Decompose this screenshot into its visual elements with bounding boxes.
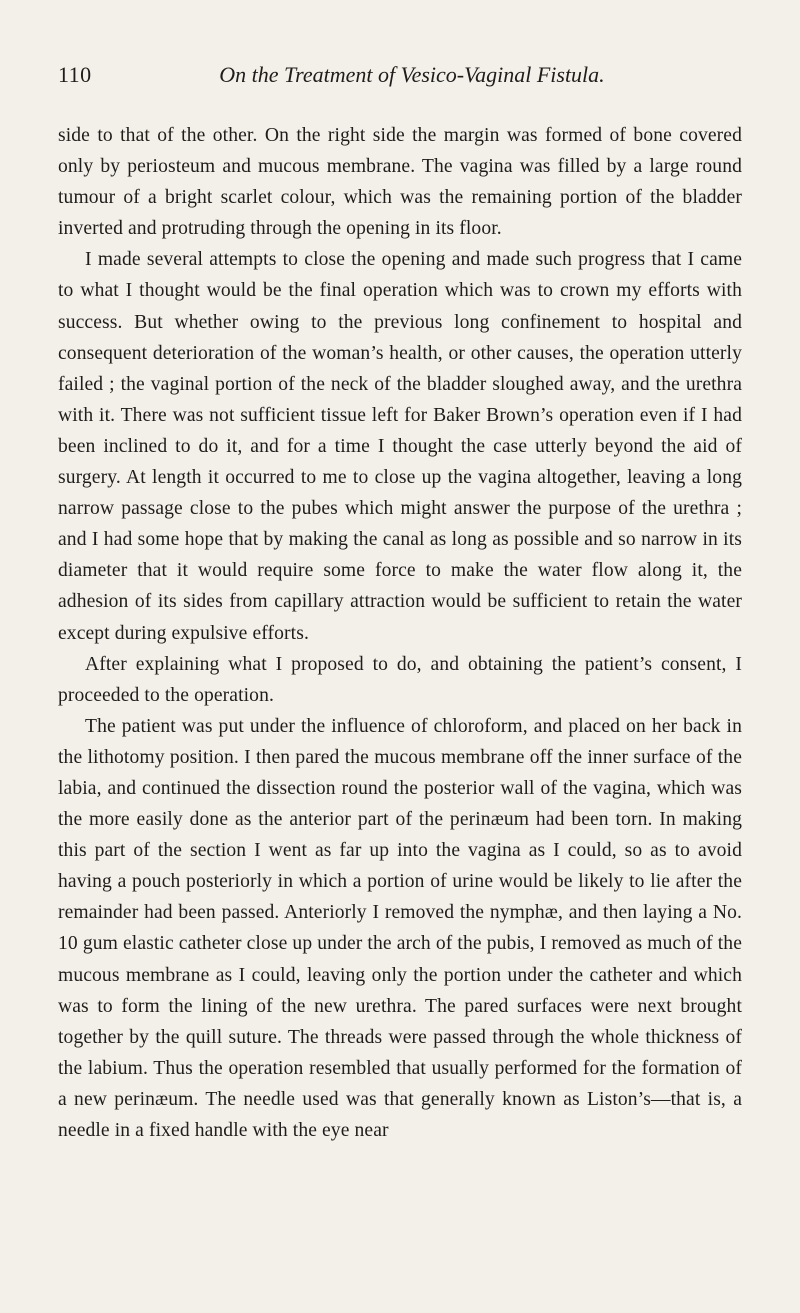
running-head [58, 62, 742, 102]
paragraph: The patient was put under the influence of chloroform, and placed on her back in the lithotomy position. I then pared the mucous membrane off the inner surface of the labia, and continued the dissection round the posterior wall of the vagina, which was the more easily done as the anterior part of the perinæum had been torn. In making this part of the section I went as far up into the vagina as I could, so as to avoid having a pouch posteriorly in which a portion of urine would be likely to lie after the remainder had been passed. Anteriorly I removed the nymphæ, and then laying a No. 10 gum elastic catheter close up under the arch of the pubis, I removed as much of the mucous membrane as I could, leaving only the portion under the catheter and which was to form the lining of the new urethra. The pared surfaces were next brought together by the quill suture. The threads were passed through the whole thickness of the labium. Thus the operation resembled that usually performed for the formation of a new perinæum. The needle used was that generally known as Liston’s—that is, a needle in a fixed handle with the eye near [58, 715, 742, 1141]
running-title: On the Treatment of Vesico-Vaginal Fistula. [219, 62, 605, 87]
paragraph: I made several attempts to close the opening and made such progress that I came to what I thought would be the final operation which was to crown my efforts with success. But whether owing to the previous long confinement to hospital and consequent deterioration of the woman’s health, or other causes, the operation utterly failed ; the vaginal portion of the neck of the bladder sloughed away, and the urethra with it. There was not sufficient tissue left for Baker Brown’s operation even if I had been inclined to do it, and for a time I thought the case utterly beyond the aid of surgery. At length it occurred to me to close up the vagina altogether, leaving a long narrow passage close to the pubes which might answer the purpose of the urethra ; and I had some hope that by making the canal as long as possible and so narrow in its diameter that it would require some force to make the water flow along it, the adhesion of its sides from capillary attraction would be sufficient to retain the water except during expulsive efforts. [58, 249, 742, 644]
paragraph: After explaining what I proposed to do, and obtaining the patient’s consent, I proceeded to the operation. [58, 653, 742, 706]
page-number: 110 [58, 62, 92, 87]
body-text [58, 120, 742, 1146]
paragraph: side to that of the other. On the right side the margin was formed of bone covered only by periosteum and mucous membrane. The vagina was filled by a large round tumour of a bright scarlet colour, which was the remaining portion of the bladder inverted and protruding through the opening in its floor. [58, 125, 742, 240]
